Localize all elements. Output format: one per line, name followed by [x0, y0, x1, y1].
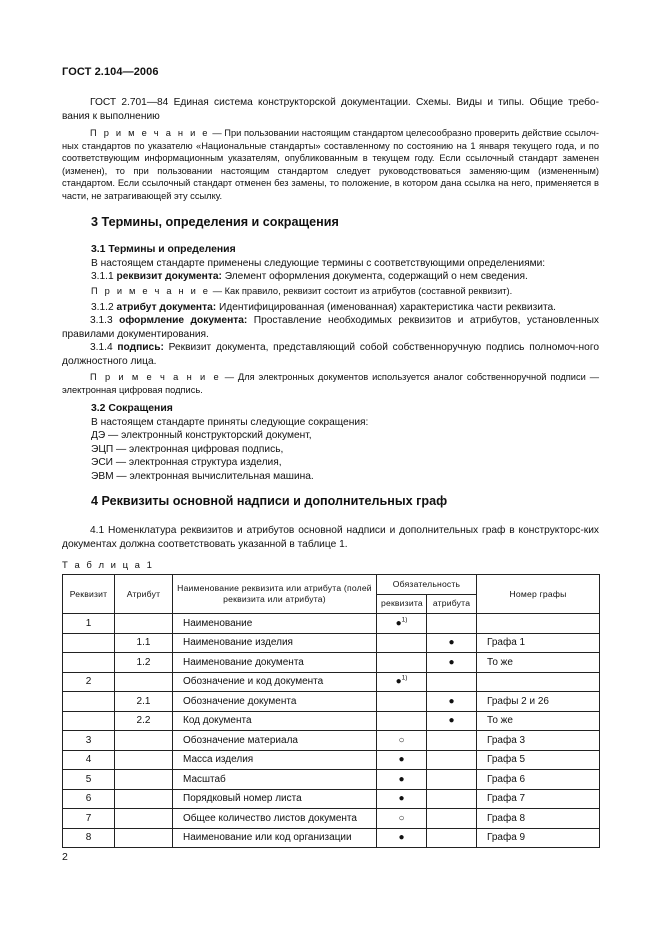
cell-oblig-rekvizit [377, 789, 427, 809]
cell-oblig-rekvizit [377, 750, 427, 770]
term-note-1 [91, 285, 512, 299]
cell-atribut [115, 789, 173, 809]
oblig-mark: ● [398, 754, 405, 766]
oblig-mark: ● [398, 773, 405, 785]
term-definition: Проставление необходимых реквизитов и атрибутов, установленных правилами документирования. [62, 315, 600, 340]
table-row [63, 828, 600, 848]
table-row [63, 633, 600, 653]
cell-oblig-atribut [427, 828, 477, 848]
term-number: 3.1.3 [90, 315, 120, 326]
cell-rekvizit: 5 [63, 770, 115, 790]
cell-rekvizit [63, 633, 115, 653]
table-row [63, 770, 600, 790]
abbreviation-item: ЭСИ — электронная структура изделия, [91, 457, 282, 468]
cell-grafa: Графы 2 и 26 [477, 692, 600, 712]
page-number: 2 [62, 851, 68, 863]
cell-grafa: То же [477, 653, 600, 673]
cell-grafa: Графа 8 [477, 809, 600, 829]
note-text: — Как правило, реквизит состоит из атрибутов (составной реквизит). [210, 286, 513, 296]
cell-name: Код документа [173, 711, 377, 731]
cell-grafa: Графа 7 [477, 789, 600, 809]
note-text: — При пользовании настоящим стандартом целесообразно проверить действие ссылоч-ных стандартов по указателю «Национальные стандарты» составленному по состоянию на 1 января текущего года, и по соответствующим информационным указателям, опубликованным в текущем году. Если ссылочный стандарт заменен (изменен), то при пользовании настоящим стандартом следует руководствоваться заменяю-щим (измененным) стандартом. Если ссылочный стандарт отменен без замены, то положение, в котором дана ссылка на него, применяется в части, не затрагивающей эту ссылку. [62, 128, 599, 201]
table-row [63, 614, 600, 634]
table-row [63, 653, 600, 673]
note-text: — Для электронных документов используется аналог собственноручной подписи — электронная цифровая подпись. [62, 372, 599, 395]
term-name: оформление документа: [119, 315, 248, 326]
cell-oblig-atribut [427, 750, 477, 770]
oblig-mark: ○ [398, 734, 405, 746]
abbreviation-item: ДЭ — электронный конструкторский документ, [91, 430, 312, 441]
term-number: 3.1.1 [91, 271, 117, 282]
header-obligatoriness: Обязательность [377, 575, 477, 595]
cell-rekvizit: 2 [63, 672, 115, 692]
term-name: подпись: [117, 342, 164, 353]
oblig-mark: ● [398, 832, 405, 844]
cell-oblig-atribut [427, 614, 477, 634]
cell-oblig-rekvizit [377, 653, 427, 673]
cell-name: Наименование изделия [173, 633, 377, 653]
subsection-3-1-intro: В настоящем стандарте применены следующие термины с соответствующими определениями: [91, 258, 546, 269]
term-3-1-2 [91, 301, 556, 315]
cell-grafa [477, 672, 600, 692]
cell-grafa: То же [477, 711, 600, 731]
cell-name: Наименование [173, 614, 377, 634]
cell-atribut: 2.1 [115, 692, 173, 712]
term-number: 3.1.2 [91, 302, 117, 313]
term-definition: Элемент оформления документа, содержащий о нем сведения. [221, 271, 528, 282]
cell-oblig-rekvizit [377, 692, 427, 712]
oblig-mark: ● [398, 793, 405, 805]
table-row [63, 692, 600, 712]
table-caption: Т а б л и ц а 1 [62, 560, 154, 571]
cell-oblig-rekvizit [377, 809, 427, 829]
cell-oblig-atribut: ● [427, 711, 477, 731]
abbreviation-item: ЭВМ — электронная вычислительная машина. [91, 471, 314, 482]
cell-rekvizit: 1 [63, 614, 115, 634]
cell-grafa: Графа 5 [477, 750, 600, 770]
cell-oblig-atribut [427, 672, 477, 692]
cell-grafa [477, 614, 600, 634]
intro-note [62, 127, 599, 203]
cell-name: Наименование документа [173, 653, 377, 673]
term-name: реквизит документа: [116, 271, 222, 282]
cell-rekvizit: 7 [63, 809, 115, 829]
cell-oblig-rekvizit [377, 770, 427, 790]
cell-oblig-atribut [427, 809, 477, 829]
cell-atribut: 2.2 [115, 711, 173, 731]
abbreviation-item: ЭЦП — электронная цифровая подпись, [91, 444, 284, 455]
cell-name: Порядковый номер листа [173, 789, 377, 809]
header-atribut: Атрибут [115, 575, 173, 614]
cell-grafa: Графа 3 [477, 731, 600, 751]
cell-atribut: 1.1 [115, 633, 173, 653]
note-label: П р и м е ч а н и е [90, 372, 221, 382]
note-label: П р и м е ч а н и е [90, 128, 210, 138]
cell-atribut [115, 750, 173, 770]
cell-oblig-atribut: ● [427, 692, 477, 712]
section-4-1-paragraph: 4.1 Номенклатура реквизитов и атрибутов основной надписи и дополнительных граф в конструкторс-ких документах должна соответствовать указанной в таблице 1. [62, 525, 599, 550]
cell-rekvizit: 8 [63, 828, 115, 848]
cell-atribut [115, 828, 173, 848]
term-definition: Идентифицированная (именованная) характеристика части реквизита. [216, 302, 557, 313]
cell-oblig-atribut: ● [427, 653, 477, 673]
term-definition: Реквизит документа, представляющий собой собственноручную подпись полномоч-ного должностного лица. [62, 342, 599, 367]
term-3-1-3 [62, 314, 599, 341]
section-4-title: 4 Реквизиты основной надписи и дополнительных граф [91, 494, 448, 508]
header-oblig-atribut: атрибута [427, 594, 477, 614]
cell-oblig-atribut [427, 789, 477, 809]
cell-oblig-atribut [427, 731, 477, 751]
header-name: Наименование реквизита или атрибута (полей реквизита или атрибута) [173, 575, 377, 614]
cell-oblig-atribut [427, 770, 477, 790]
cell-oblig-rekvizit [377, 614, 427, 634]
reference-gost-2-701: ГОСТ 2.701—84 Единая система конструкторской документации. Схемы. Виды и типы. Общие требо-вания к выполнению [62, 97, 599, 122]
cell-rekvizit: 3 [63, 731, 115, 751]
section-3-title: 3 Термины, определения и сокращения [91, 215, 339, 229]
footnote-ref: 1) [401, 674, 408, 682]
cell-oblig-rekvizit [377, 711, 427, 731]
cell-atribut [115, 809, 173, 829]
requisites-table [62, 574, 600, 848]
cell-oblig-atribut: ● [427, 633, 477, 653]
subsection-3-1-title: 3.1 Термины и определения [91, 244, 236, 255]
term-3-1-4 [62, 341, 599, 368]
oblig-mark: ● [395, 676, 402, 688]
table-row [63, 750, 600, 770]
cell-name: Обозначение документа [173, 692, 377, 712]
subsection-3-2-title: 3.2 Сокращения [91, 403, 173, 414]
cell-grafa: Графа 9 [477, 828, 600, 848]
header-oblig-rekvizit: реквизита [377, 594, 427, 614]
cell-rekvizit [63, 692, 115, 712]
table-row [63, 731, 600, 751]
cell-oblig-rekvizit [377, 731, 427, 751]
document-header: ГОСТ 2.104—2006 [62, 66, 159, 78]
header-rekvizit: Реквизит [63, 575, 115, 614]
oblig-mark: ● [395, 617, 402, 629]
footnote-ref: 1) [401, 616, 408, 624]
cell-rekvizit: 4 [63, 750, 115, 770]
cell-atribut: 1.2 [115, 653, 173, 673]
table-row [63, 789, 600, 809]
cell-name: Наименование или код организации [173, 828, 377, 848]
cell-name: Общее количество листов документа [173, 809, 377, 829]
cell-atribut [115, 770, 173, 790]
subsection-3-2-intro: В настоящем стандарте приняты следующие сокращения: [91, 417, 369, 428]
cell-name: Масса изделия [173, 750, 377, 770]
cell-name: Обозначение материала [173, 731, 377, 751]
cell-oblig-rekvizit [377, 828, 427, 848]
table-row [63, 672, 600, 692]
term-note-2 [62, 371, 599, 396]
term-number: 3.1.4 [90, 342, 118, 353]
oblig-mark: ○ [398, 812, 405, 824]
term-name: атрибут документа: [116, 302, 217, 313]
cell-name: Обозначение и код документа [173, 672, 377, 692]
cell-oblig-rekvizit [377, 672, 427, 692]
cell-rekvizit [63, 711, 115, 731]
header-grafa-number: Номер графы [477, 575, 600, 614]
cell-rekvizit [63, 653, 115, 673]
cell-grafa: Графа 1 [477, 633, 600, 653]
cell-name: Масштаб [173, 770, 377, 790]
cell-rekvizit: 6 [63, 789, 115, 809]
cell-grafa: Графа 6 [477, 770, 600, 790]
table-row [63, 711, 600, 731]
table-row [63, 809, 600, 829]
cell-atribut [115, 731, 173, 751]
note-label: П р и м е ч а н и е [91, 286, 211, 296]
term-3-1-1 [91, 270, 528, 284]
cell-atribut [115, 672, 173, 692]
cell-atribut [115, 614, 173, 634]
cell-oblig-rekvizit [377, 633, 427, 653]
